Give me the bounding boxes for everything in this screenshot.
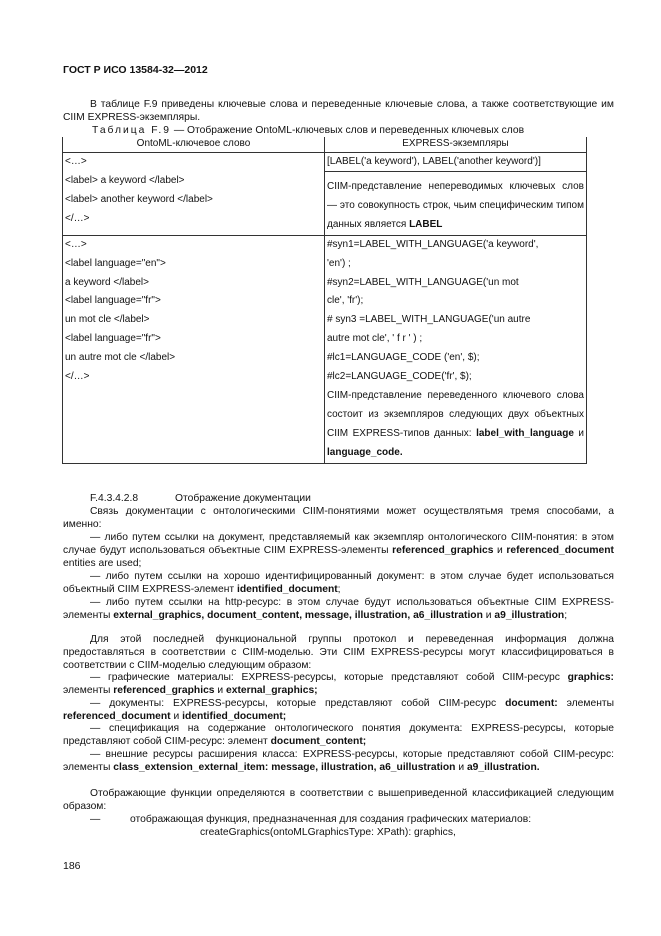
paragraph: Связь документации с онтологическими CIIM-понятиями может осуществлятьмя тремя способами, а именно: (63, 506, 614, 530)
paragraph (63, 813, 614, 826)
bold-term: identified_document (236, 584, 338, 595)
table-caption-prefix: Таблица F.9 (92, 125, 171, 136)
text: ; (337, 584, 341, 595)
code-line: un mot cle </label> (65, 314, 150, 326)
code-line: <label language="en"> (65, 257, 166, 269)
row2-bold-1: label_with_language (476, 427, 574, 439)
row2-ontoml-cell (63, 235, 325, 463)
document-header: ГОСТ Р ИСО 13584-32—2012 (63, 64, 208, 76)
row2-and: и (573, 427, 584, 439)
col-header-ontoml: OntoML-ключевое слово (63, 137, 325, 153)
text: entities are used; (63, 558, 142, 569)
bold-term: a9_illustration. (466, 762, 540, 773)
row1-express-description (327, 178, 584, 235)
code-line: autre mot cle', ' f r ' ) ; (327, 333, 423, 345)
code-line: <…> (65, 156, 87, 167)
row2-express-description (327, 387, 584, 463)
text: отображающая функция, предназначенная для создания графических материалов: (130, 814, 532, 825)
list-dash: — (90, 814, 101, 825)
table-row (63, 235, 587, 463)
row1-description-text: CIIM-представление непереводимых ключевых слов — это совокупность строк, чьим специфическим типом данных является (327, 181, 584, 230)
text: — внешние ресурсы расширения класса: EXPRESS-ресурсы, которые представляют собой CIIM-ресурс: элементы (63, 749, 614, 773)
paragraph (63, 570, 614, 596)
code-line: #syn1=LABEL_WITH_LANGUAGE('a keyword', (327, 238, 539, 250)
bold-term: referenced_document (506, 545, 614, 556)
text: — либо путем ссылки на http-ресурс: в этом случае будут использоваться объектные CIIM EXPRESS-элементы (63, 597, 614, 621)
code-line: <label language="fr"> (65, 295, 161, 307)
intro-paragraph: В таблице F.9 приведены ключевые слова и переведенные ключевые слова, а также соответствующие им CIIM EXPRESS-экземпляры. (63, 99, 614, 123)
paragraph: Отображающие функции определяются в соответствии с вышеприведенной классификацией следующим образом: (63, 788, 614, 812)
code-line: <label> another keyword </label> (65, 193, 213, 205)
bold-term: identified_document; (182, 711, 287, 722)
code-line: <…> (65, 238, 87, 250)
text: и (493, 545, 507, 556)
bold-term: document: (505, 698, 558, 709)
code-line: cle', 'fr'); (327, 295, 364, 307)
section-heading (63, 492, 614, 505)
code-line: <label language="fr"> (65, 333, 161, 345)
paragraph (63, 596, 614, 622)
row2-end: . (399, 446, 403, 458)
bold-term: referenced_graphics (392, 545, 494, 556)
paragraph (63, 671, 614, 697)
text: — либо путем ссылки на документ, представляемый как экземпляр онтологического CIIM-понятия: в этом случае будут использоваться объектные CIIM EXPRESS-элементы (63, 532, 614, 556)
bold-term: a9_illustration (494, 610, 565, 621)
text: и (482, 610, 495, 621)
bold-term: class_extension_external_item: message, illustration, a6_uillustration (113, 762, 456, 773)
table-row (63, 153, 587, 236)
bold-term: external_graphics; (226, 685, 318, 696)
text: и (455, 762, 467, 773)
code-line: #syn2=LABEL_WITH_LANGUAGE('un mot (327, 276, 519, 288)
text: и (170, 711, 183, 722)
text: ; (564, 610, 568, 621)
paragraph (63, 748, 614, 774)
paragraph (63, 531, 614, 570)
code-line: #lc1=LANGUAGE_CODE ('en', $); (327, 352, 480, 364)
code-line: # syn3 =LABEL_WITH_LANGUAGE('un autre (327, 314, 531, 326)
text: — документы: EXPRESS-ресурсы, которые представляют собой CIIM-ресурс (90, 698, 506, 709)
col-header-express: EXPRESS-экземпляры (325, 137, 587, 153)
text: — спецификация на содержание онтологического понятия документа: EXPRESS-ресурсы, которые представляют собой CIIM-ресурс: элемент (63, 723, 614, 747)
code-line: un autre mot cle </label> (65, 352, 176, 364)
section-title: Отображение документации (175, 493, 311, 504)
text: и (214, 685, 227, 696)
bold-term: graphics: (567, 672, 614, 683)
code-line: #lc2=LANGUAGE_CODE('fr', $); (327, 371, 472, 383)
text: — либо путем ссылки на хорошо идентифицированный документ: в этом случае будет использоваться объектный CIIM EXPRESS-элемент (63, 571, 614, 595)
row1-express-cell (325, 153, 587, 236)
code-paragraph: createGraphics(ontoMLGraphicsType: XPath): graphics, (200, 827, 456, 838)
bold-term: referenced_graphics (113, 685, 215, 696)
paragraph (63, 722, 614, 748)
bold-term: referenced_document (63, 711, 171, 722)
text: элементы (63, 685, 114, 696)
text: элементы (557, 698, 615, 709)
bold-term: document_content; (270, 736, 367, 747)
keywords-table (62, 137, 587, 464)
row1-description-bold: LABEL (409, 218, 443, 230)
paragraph: Для этой последней функциональной группы протокол и переведенная информация должна предоставляться в соответствии с CIIM-моделью. Эти CIIM EXPRESS-ресурсы могут классифицироваться в соответствии с CIIM-моделью следующим образом: (63, 634, 614, 671)
row2-bold-2: language_code (327, 446, 400, 458)
table-caption (92, 125, 524, 136)
code-line: 'en') ; (327, 257, 351, 269)
code-line: </…> (65, 212, 90, 224)
row1-ontoml-cell (63, 153, 325, 236)
table-caption-text: — Отображение OntoML-ключевых слов и переведенных ключевых слов (170, 125, 525, 136)
row2-express-cell (325, 235, 587, 463)
code-line: a keyword </label> (65, 276, 149, 288)
text: — графические материалы: EXPRESS-ресурсы, которые представляют собой CIIM-ресурс (90, 672, 568, 683)
row1-express-instance: [LABEL('a keyword'), LABEL('another keyword')] (325, 153, 586, 172)
code-line: </…> (65, 371, 90, 383)
section-number: F.4.3.4.2.8 (90, 493, 139, 504)
page-number: 186 (63, 860, 81, 872)
code-line: <label> a keyword </label> (65, 174, 185, 186)
row2-description-text: CIIM-представление переведенного ключевого слова состоит из экземпляров следующих двух объектных CIIM EXPRESS-типов данных: (327, 389, 584, 439)
paragraph (63, 697, 614, 723)
bold-term: external_graphics, document_content, message, illustration, a6_illustration (113, 610, 483, 621)
table-header-row (63, 137, 587, 153)
